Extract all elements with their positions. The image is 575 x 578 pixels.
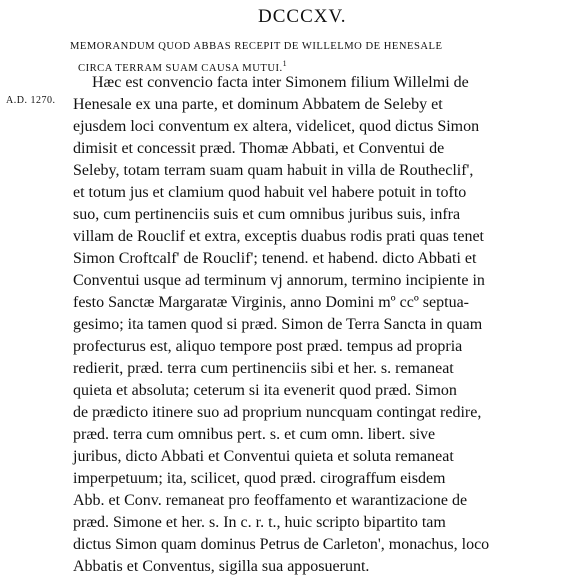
body-line: quieta et absoluta; ceterum si ita evenerit quod præd. Simon	[73, 382, 457, 399]
body-line: præd. Simone et her. s. In c. r. t., huic scripto bipartito tam	[73, 514, 446, 531]
body-line: festo Sanctæ Margaratæ Virginis, anno Domini mº ccº septua-	[73, 294, 470, 311]
body-line: dictus Simon quam dominus Petrus de Carleton', monachus, loco	[73, 536, 490, 553]
body-line: Seleby, totam terram suam quam habuit in villa de Routheclif',	[73, 162, 474, 179]
body-line: Abbatis et Conventus, sigilla sua apposuerunt.	[73, 558, 370, 575]
body-line: imperpetuum; ita, scilicet, quod præd. cirograffum eisdem	[73, 470, 446, 487]
body-line: villam de Rouclif et extra, exceptis duabus rodis prati quas tenet	[73, 228, 484, 245]
body-line: suo, cum pertinenciis suis et cum omnibus juribus suis, infra	[73, 206, 461, 223]
heading-line-1: MEMORANDUM QUOD ABBAS RECEPIT DE WILLELMO DE HENESALE	[70, 41, 443, 52]
body-line: redierit, præd. terra cum pertinenciis sibi et her. s. remaneat	[73, 360, 454, 377]
body-line: præd. terra cum omnibus pert. s. et cum omn. libert. sive	[73, 426, 436, 443]
body-line: de prædicto itinere suo ad proprium nuncquam contingat redire,	[73, 404, 482, 421]
charter-body	[73, 72, 571, 578]
body-line: gesimo; ita tamen quod si præd. Simon de Terra Sancta in quam	[73, 316, 483, 333]
body-line: Conventui usque ad terminum vj annorum, termino incipiente in	[73, 272, 485, 289]
body-line: profecturus est, aliquo tempore post præd. tempus ad propria	[73, 338, 463, 355]
body-line: juribus, dicto Abbati et Conventui quieta et soluta remaneat	[73, 448, 454, 465]
body-line: Simon Croftcalf' de Rouclif'; tenend. et habend. dicto Abbati et	[73, 250, 477, 267]
body-line: Henesale ex una parte, et dominum Abbatem de Seleby et	[73, 96, 443, 113]
body-line: ejusdem loci conventum ex altera, videlicet, quod dictus Simon	[73, 118, 480, 135]
body-line: Hæc est convencio facta inter Simonem filium Willelmi de	[92, 74, 469, 91]
body-line: et totum jus et clamium quod habuit vel habere potuit in tofto	[73, 184, 467, 201]
body-line: Abb. et Conv. remaneat pro feoffamento et warantizacione de	[73, 492, 468, 509]
charter-number: DCCCXV.	[258, 6, 347, 27]
footnote-marker: 1	[282, 59, 287, 68]
body-line: dimisit et concessit præd. Thomæ Abbati, et Conventui de	[73, 140, 445, 157]
margin-date: A.D. 1270.	[6, 95, 56, 106]
heading-line-2-text: CIRCA TERRAM SUAM CAUSA MUTUI.	[78, 63, 283, 74]
